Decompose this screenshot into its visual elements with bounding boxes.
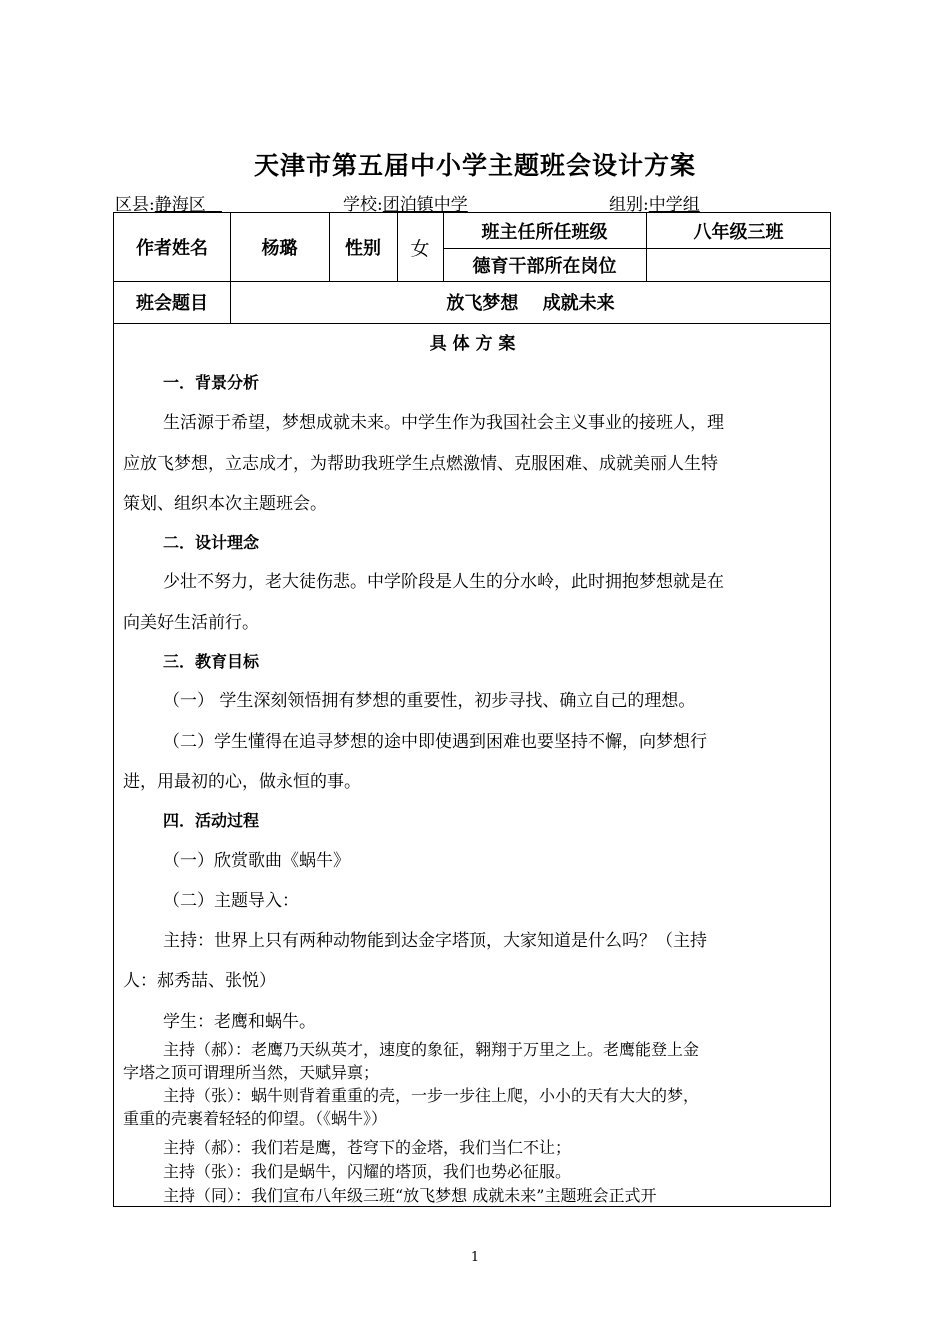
gender-label: 性别 [345,238,381,259]
gender-value: 女 [410,237,430,260]
topic-value: 放飞梦想 成就未来 [446,293,615,314]
school-value: 团泊镇中学 [382,195,468,215]
paragraph-line: 学生：老鹰和蜗牛。 [163,1012,316,1032]
paragraph-line: 主持（同）：我们宣布八年级三班“放飞梦想 成就未来”主题班会正式开 [163,1186,657,1205]
paragraph-line: 主持（郝）：我们若是鹰，苍穹下的金塔，我们当仁不让； [163,1138,572,1157]
author-label: 作者姓名 [136,238,208,259]
document-title: 天津市第五届中小学主题班会设计方案 [253,151,696,180]
paragraph-line: 应放飞梦想，立志成才，为帮助我班学生点燃激情、克服困难、成就美丽人生特 [123,454,718,474]
section-process-title: 四．活动过程 [163,811,260,830]
paragraph-line: 字塔之顶可谓理所当然，天赋异禀； [123,1063,380,1082]
paragraph-line: 生活源于希望，梦想成就未来。中学生作为我国社会主义事业的接班人，理 [163,413,724,433]
paragraph-line: （二）学生懂得在追寻梦想的途中即使遇到困难也要坚持不懈，向梦想行 [163,732,707,752]
page-number: 1 [470,1250,480,1265]
paragraph-line: 向美好生活前行。 [123,613,259,633]
district-value: 静海区 [154,195,206,215]
group-label: 组别: [609,195,649,215]
paragraph-line: 少壮不努力，老大徒伤悲。中学阶段是人生的分水岭，此时拥抱梦想就是在 [163,572,724,592]
class-value: 八年级三班 [693,221,784,243]
paragraph-line: 主持（张）：我们是蜗牛，闪耀的塔顶，我们也势必征服。 [163,1162,572,1181]
section-concept-title: 二．设计理念 [163,533,260,552]
paragraph-line: 策划、组织本次主题班会。 [123,494,327,514]
paragraph-line: （二）主题导入： [163,891,299,911]
plan-header: 具 体 方 案 [429,333,516,354]
paragraph-line: （一）欣赏歌曲《蜗牛》 [163,851,350,871]
group-value: 中学组 [648,195,700,215]
author-value: 杨璐 [261,238,298,259]
paragraph-line: 重重的壳裹着轻轻的仰望。（《蜗牛》） [123,1109,388,1128]
paragraph-line: 人：郝秀喆、张悦） [123,971,276,991]
paragraph-line: （一） 学生深刻领悟拥有梦想的重要性，初步寻找、确立自己的理想。 [163,691,696,711]
paragraph-line: 主持（张）：蜗牛则背着重重的壳，一步一步往上爬，小小的天有大大的梦， [163,1086,700,1105]
paragraph-line: 主持（郝）：老鹰乃天纵英才，速度的象征，翱翔于万里之上。老鹰能登上金 [163,1040,700,1059]
section-goals-title: 三．教育目标 [163,652,260,671]
position-label: 德育干部所在岗位 [472,255,617,277]
district-label: 区县: [115,195,155,215]
class-label: 班主任所任班级 [481,221,608,243]
position-value [646,248,831,281]
school-label: 学校: [343,195,383,215]
topic-label: 班会题目 [136,293,208,314]
paragraph-line: 主持：世界上只有两种动物能到达金字塔顶，大家知道是什么吗？（主持 [163,931,707,951]
paragraph-line: 进，用最初的心，做永恒的事。 [123,772,361,792]
section-background-title: 一．背景分析 [163,373,260,392]
